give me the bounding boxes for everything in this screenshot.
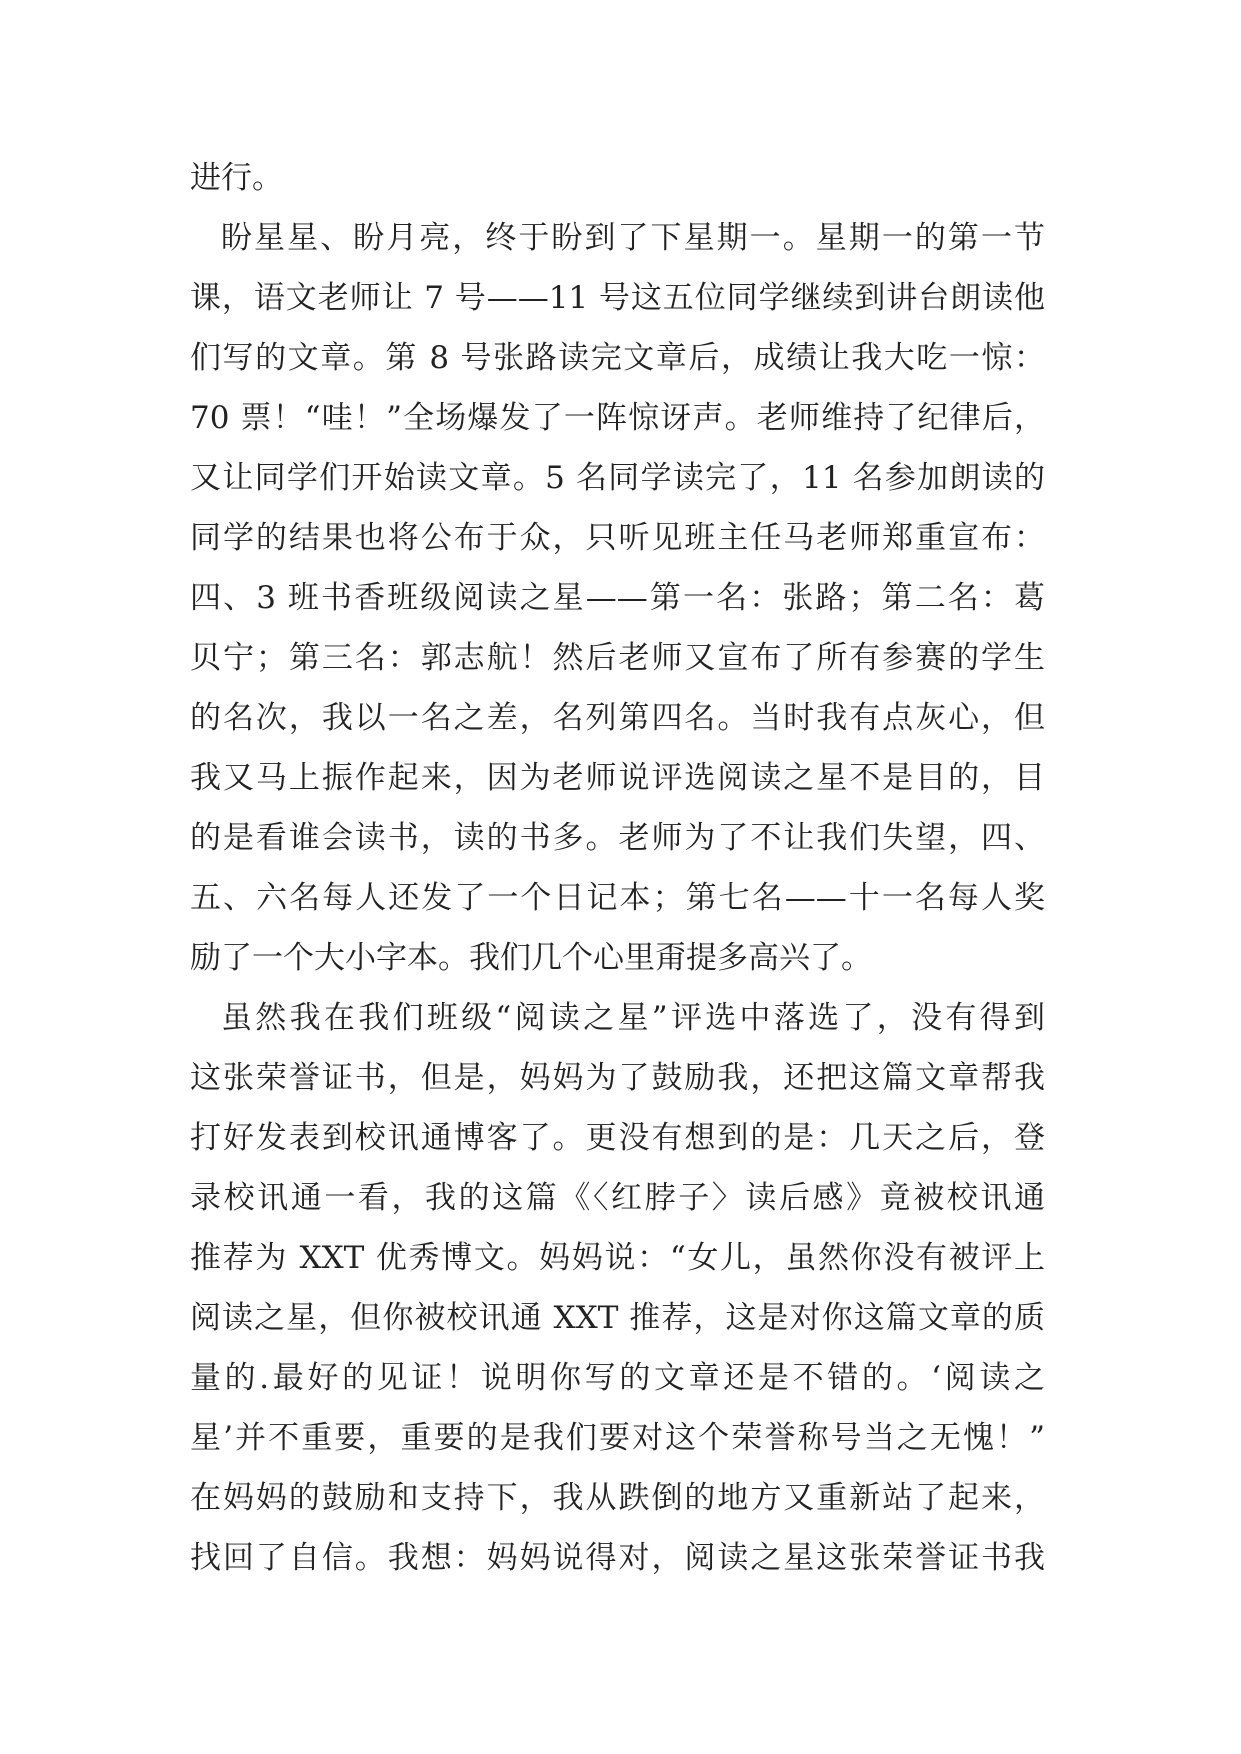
document-page	[190, 148, 1045, 1588]
text-line: 在妈妈的鼓励和支持下，我从跌倒的地方又重新站了起来，	[190, 1480, 1045, 1516]
text-line: 星’并不重要，重要的是我们要对这个荣誉称号当之无愧！”	[190, 1420, 1045, 1456]
text-line: 这张荣誉证书，但是，妈妈为了鼓励我，还把这篇文章帮我	[190, 1060, 1045, 1096]
text-line: 们写的文章。第 8 号张路读完文章后，成绩让我大吃一惊：	[190, 340, 1045, 376]
text-line: 贝宁；第三名：郭志航！然后老师又宣布了所有参赛的学生	[190, 640, 1045, 676]
text-line: 阅读之星，但你被校讯通 XXT 推荐，这是对你这篇文章的质	[190, 1300, 1045, 1336]
text-line: 找回了自信。我想：妈妈说得对，阅读之星这张荣誉证书我	[190, 1540, 1045, 1576]
text-line: 量的.最好的见证！说明你写的文章还是不错的。‘阅读之	[190, 1360, 1045, 1396]
text-line: 进行。	[190, 160, 283, 196]
text-line: 同学的结果也将公布于众，只听见班主任马老师郑重宣布：	[190, 520, 1045, 556]
paragraph-start-line: 盼星星、盼月亮，终于盼到了下星期一。星期一的第一节	[221, 220, 1045, 256]
text-line: 推荐为 XXT 优秀博文。妈妈说：“女儿，虽然你没有被评上	[190, 1240, 1045, 1276]
text-line: 70 票！“哇！”全场爆发了一阵惊讶声。老师维持了纪律后，	[190, 400, 1045, 436]
text-line: 录校讯通一看，我的这篇《〈红脖子〉读后感》竟被校讯通	[190, 1180, 1045, 1216]
text-line: 打好发表到校讯通博客了。更没有想到的是：几天之后，登	[190, 1120, 1045, 1156]
text-line: 课，语文老师让 7 号——11 号这五位同学继续到讲台朗读他	[190, 280, 1045, 316]
text-line: 五、六名每人还发了一个日记本；第七名——十一名每人奖	[190, 880, 1045, 916]
text-line: 的是看谁会读书，读的书多。老师为了不让我们失望，四、	[190, 820, 1045, 856]
paragraph-start-line: 虽然我在我们班级“阅读之星”评选中落选了，没有得到	[221, 1000, 1045, 1036]
text-line: 励了一个大小字本。我们几个心里甭提多高兴了。	[190, 940, 872, 976]
text-line: 四、3 班书香班级阅读之星——第一名：张路；第二名：葛	[190, 580, 1045, 616]
text-line: 的名次，我以一名之差，名列第四名。当时我有点灰心，但	[190, 700, 1045, 736]
text-line: 又让同学们开始读文章。5 名同学读完了，11 名参加朗读的	[190, 460, 1045, 496]
text-line: 我又马上振作起来，因为老师说评选阅读之星不是目的，目	[190, 760, 1045, 796]
